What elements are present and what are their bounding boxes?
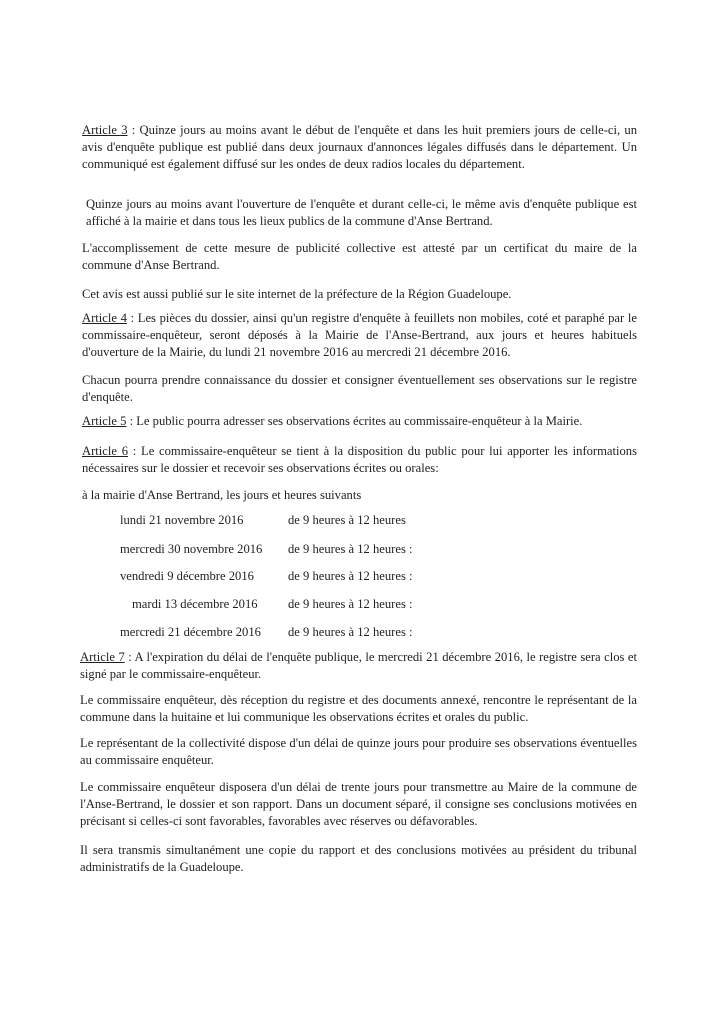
schedule-hours: de 9 heures à 12 heures : [288, 597, 413, 611]
article-6-paragraph [82, 443, 637, 477]
schedule-day: mercredi 21 décembre 2016 [120, 625, 261, 639]
article-7-label: Article 7 [80, 650, 125, 664]
article-6-intro: à la mairie d'Anse Bertrand, les jours et heures suivants [82, 488, 362, 502]
article-7-paragraph-3: Le représentant de la collectivité dispose d'un délai de quinze jours pour produire ses observations éventuelles au commissaire enquêteur. [80, 736, 637, 767]
article-7-text: : A l'expiration du délai de l'enquête publique, le mercredi 21 décembre 2016, le registre sera clos et signé par le commissaire-enquêteur. [80, 650, 637, 681]
schedule-day: vendredi 9 décembre 2016 [120, 569, 254, 583]
article-6-text: : Le commissaire-enquêteur se tient à la disposition du public pour lui apporter les informations nécessaires sur le dossier et recevoir ses observations écrites ou orales: [82, 444, 638, 475]
article-3-label: Article 3 [82, 123, 128, 137]
article-7-paragraph-4: Le commissaire enquêteur disposera d'un délai de trente jours pour transmettre au Maire de la commune de l'Anse-Bertrand, le dossier et son rapport. Dans un document séparé, il consigne ses conclusions motivées en précisant si celles-ci sont favorables, favorables avec réserves ou défavorables. [80, 780, 637, 828]
article-7-paragraph [80, 649, 637, 683]
article-6-label: Article 6 [82, 444, 129, 458]
article-5-paragraph [82, 413, 637, 430]
article-4-paragraph-2: Chacun pourra prendre connaissance du dossier et consigner éventuellement ses observations sur le registre d'enquête. [82, 373, 637, 404]
article-4-paragraph [82, 310, 637, 361]
article-3-paragraph-2: Quinze jours au moins avant l'ouverture de l'enquête et durant celle-ci, le même avis d'enquête publique est affiché à la mairie et dans tous les lieux publics de la commune d'Anse Bertrand. [86, 197, 637, 228]
article-5-label: Article 5 [82, 414, 127, 428]
article-3-paragraph-3: L'accomplissement de cette mesure de publicité collective est attesté par un certificat du maire de la commune d'Anse Bertrand. [82, 241, 637, 272]
article-3-text: : Quinze jours au moins avant le début de l'enquête et dans les huit premiers jours de celle-ci, un avis d'enquête publique est publié dans deux journaux d'annonces légales diffusés dans le département. Un communiqué est également diffusé sur les ondes de deux radios locales du département. [82, 123, 637, 171]
schedule-day: mardi 13 décembre 2016 [132, 597, 258, 611]
schedule-hours: de 9 heures à 12 heures : [288, 625, 413, 639]
article-4-text: : Les pièces du dossier, ainsi qu'un registre d'enquête à feuillets non mobiles, coté et paraphé par le commissaire-enquêteur, seront déposés à la Mairie de l'Anse-Bertrand, aux jours et heures habituels d'ouverture de la Mairie, du lundi 21 novembre 2016 au mercredi 21 décembre 2016. [82, 311, 637, 359]
schedule-day: mercredi 30 novembre 2016 [120, 542, 263, 556]
article-3-paragraph [82, 122, 637, 173]
schedule-hours: de 9 heures à 12 heures : [288, 542, 413, 556]
schedule-hours: de 9 heures à 12 heures : [288, 569, 413, 583]
article-3-paragraph-4: Cet avis est aussi publié sur le site internet de la préfecture de la Région Guadeloupe. [82, 287, 512, 301]
article-4-label: Article 4 [82, 311, 127, 325]
schedule-hours: de 9 heures à 12 heures [288, 513, 406, 527]
schedule-day: lundi 21 novembre 2016 [120, 513, 244, 527]
article-7-paragraph-5: Il sera transmis simultanément une copie du rapport et des conclusions motivées au président du tribunal administratifs de la Guadeloupe. [80, 843, 637, 874]
article-7-paragraph-2: Le commissaire enquêteur, dès réception du registre et des documents annexé, rencontre le représentant de la commune dans la huitaine et lui communique les observations écrites et orales du public. [80, 693, 637, 724]
article-5-text: : Le public pourra adresser ses observations écrites au commissaire-enquêteur à la Mairie. [126, 414, 583, 428]
